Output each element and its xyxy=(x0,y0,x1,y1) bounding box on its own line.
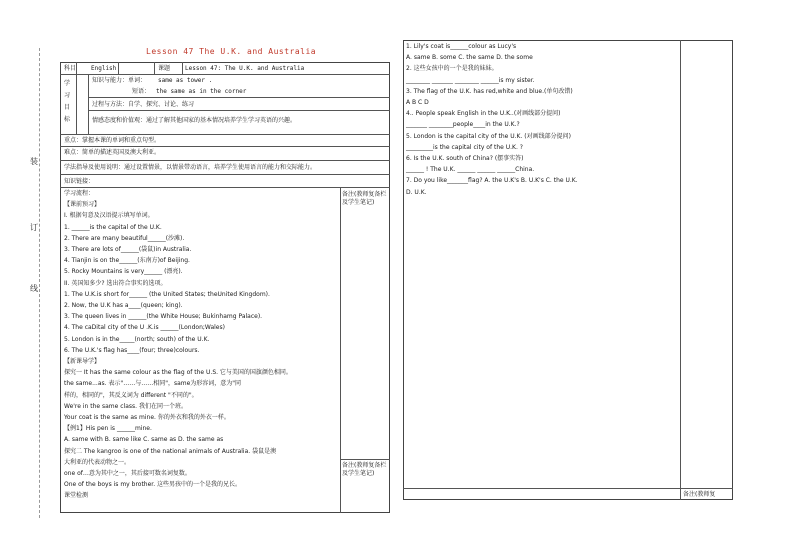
process-line: 3. There are lots of______(袋鼠)in Australia. xyxy=(64,246,192,253)
right-worksheet-table xyxy=(403,40,733,500)
notes-label-top: 备注(教师复备栏及学生笔记) xyxy=(342,191,387,206)
process-line: 样的，相同的"，其反义词为 different "不同的"。 xyxy=(64,391,198,399)
process-line: 大利亚的代表动物之一。 xyxy=(64,458,131,466)
knowledge-link: 知识链接： xyxy=(64,178,95,185)
binding-mark-ding: 订 xyxy=(30,223,38,232)
test-line: 3. The flag of the U.K. has red,white and blue.(单句改错) xyxy=(406,87,573,95)
process-line: 3. The queen lives in ______(the White House; Bukinhamg Palace). xyxy=(64,313,263,321)
test-line: A. same B. some C. the same D. the some xyxy=(406,54,533,62)
process-line: 2. There are many beautiful______(沙滩). xyxy=(64,234,185,242)
subject-label: 科目 xyxy=(64,65,77,72)
subject-value: English xyxy=(91,65,117,72)
process-line: I. 根据句意及汉语提示填写单词。 xyxy=(64,212,154,220)
knowledge-words: same as tower . xyxy=(158,77,213,84)
process-line: one of…意为其中之一，其后接可数名词复数。 xyxy=(64,470,191,477)
process-line: 学习流程： xyxy=(64,190,95,197)
process-line: 【例1】His pen is ______mine. xyxy=(64,425,152,433)
notes-label-right: 备注(教师复 xyxy=(683,491,716,498)
process-line: 课堂检测 xyxy=(64,492,89,500)
test-line: 1. Lily's coat is______colour as Lucy's xyxy=(406,43,517,50)
study-guide: 学法指导及使用说明：通过设置情景，以情景带动语言，培养学生使用语言的能力和交际能力。 xyxy=(64,164,317,171)
objectives-side-1: 学 xyxy=(64,80,71,87)
process-line: 1. The U.K.is short for______ (the United States; theUnited Kingdom). xyxy=(64,290,270,298)
process-line: 5. London is in the_____(north; south) of the U.K. xyxy=(64,335,210,343)
test-line: _________is the capital city of the U.K. ? xyxy=(406,143,523,151)
knowledge-label: 知识与能力：单词： xyxy=(92,77,147,84)
process-line: 4. The caDital city of the U .K.is ______(London;Wales) xyxy=(64,324,225,332)
process-line: One of the boys is my brother. 这些男孩中的一个是我的兄长。 xyxy=(64,481,242,489)
process-line: 2. Now, the U.K has a____(queen; king). xyxy=(64,302,183,309)
topic-label: 课题 xyxy=(158,65,171,72)
process-line: Your coat is the same as mine. 你的外衣和我的外衣一样。 xyxy=(64,414,230,421)
binding-mark-xian: 线 xyxy=(30,284,38,293)
test-line: 5. London is the capital city of the U.K. (对画线部分提问) xyxy=(406,132,571,140)
notes-label-bottom: 备注(教师复备栏及学生笔记) xyxy=(342,462,387,477)
process-line: 6. The U.K.'s flag has____(four; three)colours. xyxy=(64,346,200,354)
key-point: 重点：掌握本课的单词和重点句型。 xyxy=(64,137,161,144)
process-line: II. 英国知多少? 选出符合事实的选项。 xyxy=(64,279,167,287)
topic-value: Lesson 47: The U.K. and Australia xyxy=(185,65,305,72)
process-line: 5. Rocky Mountains is very______ (漂亮). xyxy=(64,268,183,276)
test-line: 6. Is the U.K. south of China? (摆事实答) xyxy=(406,155,524,162)
process-line: 探究一 It has the same colour as the flag of the U.S. 它与美国的国旗颜色相同。 xyxy=(64,369,292,377)
process-line: the same...as. 表示"……与……相同"，same为形容词，意为"同 xyxy=(64,380,242,388)
difficult-point: 难点：简单的描述英国及澳大利亚。 xyxy=(64,149,161,156)
process-line: 探究二 The kangroo is one of the national animals of Australia. 袋鼠是澳 xyxy=(64,447,277,455)
process-method: 过程与方法：自学、探究、讨论、练习 xyxy=(92,101,195,108)
objectives-side-3: 目 xyxy=(64,104,71,111)
binding-mark-zhuang: 装 xyxy=(30,157,38,166)
process-line: 4. Tianjin is on the______(东南方)of Beijing. xyxy=(64,257,190,265)
phrase-label: 短语： xyxy=(132,88,151,95)
test-line: 4.. People speak English in the U.K..(对画线部分提问) xyxy=(406,110,561,118)
lesson-title: Lesson 47 The U.K. and Australia xyxy=(146,47,317,56)
process-line: 【课前预习】 xyxy=(64,201,101,209)
phrases: the same as in the corner xyxy=(156,88,247,95)
test-line: _______ ________people____in the U.K.? xyxy=(406,121,520,129)
test-line: 2. 这些女孩中的一个是我的妹妹。 xyxy=(406,65,498,73)
test-line: A B C D xyxy=(406,99,429,106)
process-line: 1. ______is the capital of the U.K. xyxy=(64,223,162,231)
objectives-side-4: 标 xyxy=(64,116,71,123)
process-line: 【新课导学】 xyxy=(64,358,101,365)
process-line: A. same with B. same like C. same as D. the same as xyxy=(64,436,224,444)
test-line: 7. Do you like_______flag? A. the U.K's B. U.K's C. the U.K. xyxy=(406,177,578,185)
test-line: ______ ! The U.K. ______ ______ ______China. xyxy=(406,166,535,174)
process-line: We're in the same class. 我们在同一个班。 xyxy=(64,402,187,410)
test-line: D. U.K. xyxy=(406,188,427,196)
binding-dashed-line xyxy=(39,48,40,518)
objectives-side-2: 习 xyxy=(64,92,71,99)
test-line: ________ _______ ________ ______is my sister. xyxy=(406,76,535,84)
emotion-values: 情感态度和价值观：通过了解其他国家的基本情况培养学生学习英语的兴趣。 xyxy=(92,117,297,124)
